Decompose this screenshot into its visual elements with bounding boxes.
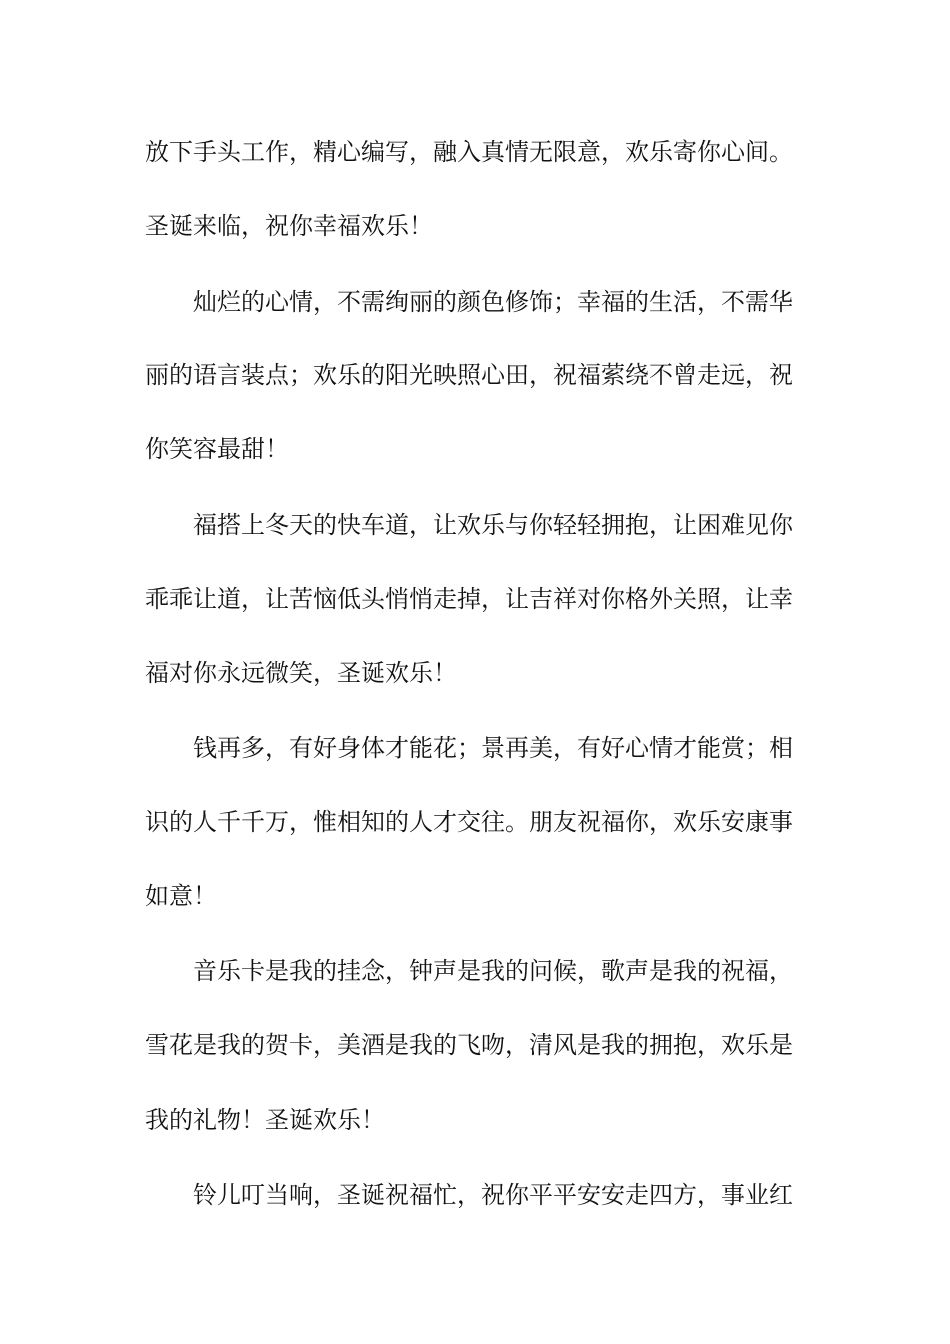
paragraph-start-line: 钱再多，有好身体才能花；景再美，有好心情才能赏；相 — [193, 734, 793, 762]
text-line: 丽的语言装点；欢乐的阳光映照心田，祝福萦绕不曾走远，祝 — [145, 361, 793, 389]
paragraph-start-line: 音乐卡是我的挂念，钟声是我的问候，歌声是我的祝福， — [193, 957, 793, 985]
text-line: 放下手头工作，精心编写，融入真情无限意，欢乐寄你心间。 — [145, 138, 793, 166]
text-line: 乖乖让道，让苦恼低头悄悄走掉，让吉祥对你格外关照，让幸 — [145, 585, 793, 613]
text-line: 我的礼物！圣诞欢乐！ — [145, 1106, 385, 1134]
paragraph-start-line: 福搭上冬天的快车道，让欢乐与你轻轻拥抱，让困难见你 — [193, 511, 793, 539]
text-line: 圣诞来临，祝你幸福欢乐！ — [145, 212, 433, 240]
text-line: 你笑容最甜！ — [145, 435, 289, 463]
paragraph-start-line: 铃儿叮当响，圣诞祝福忙，祝你平平安安走四方，事业红 — [193, 1181, 793, 1209]
text-line: 福对你永远微笑，圣诞欢乐！ — [145, 659, 457, 687]
text-line: 如意！ — [145, 882, 217, 910]
text-line: 识的人千千万，惟相知的人才交往。朋友祝福你，欢乐安康事 — [145, 808, 793, 836]
paragraph-start-line: 灿烂的心情，不需绚丽的颜色修饰；幸福的生活，不需华 — [193, 288, 793, 316]
text-line: 雪花是我的贺卡，美酒是我的飞吻，清风是我的拥抱，欢乐是 — [145, 1031, 793, 1059]
